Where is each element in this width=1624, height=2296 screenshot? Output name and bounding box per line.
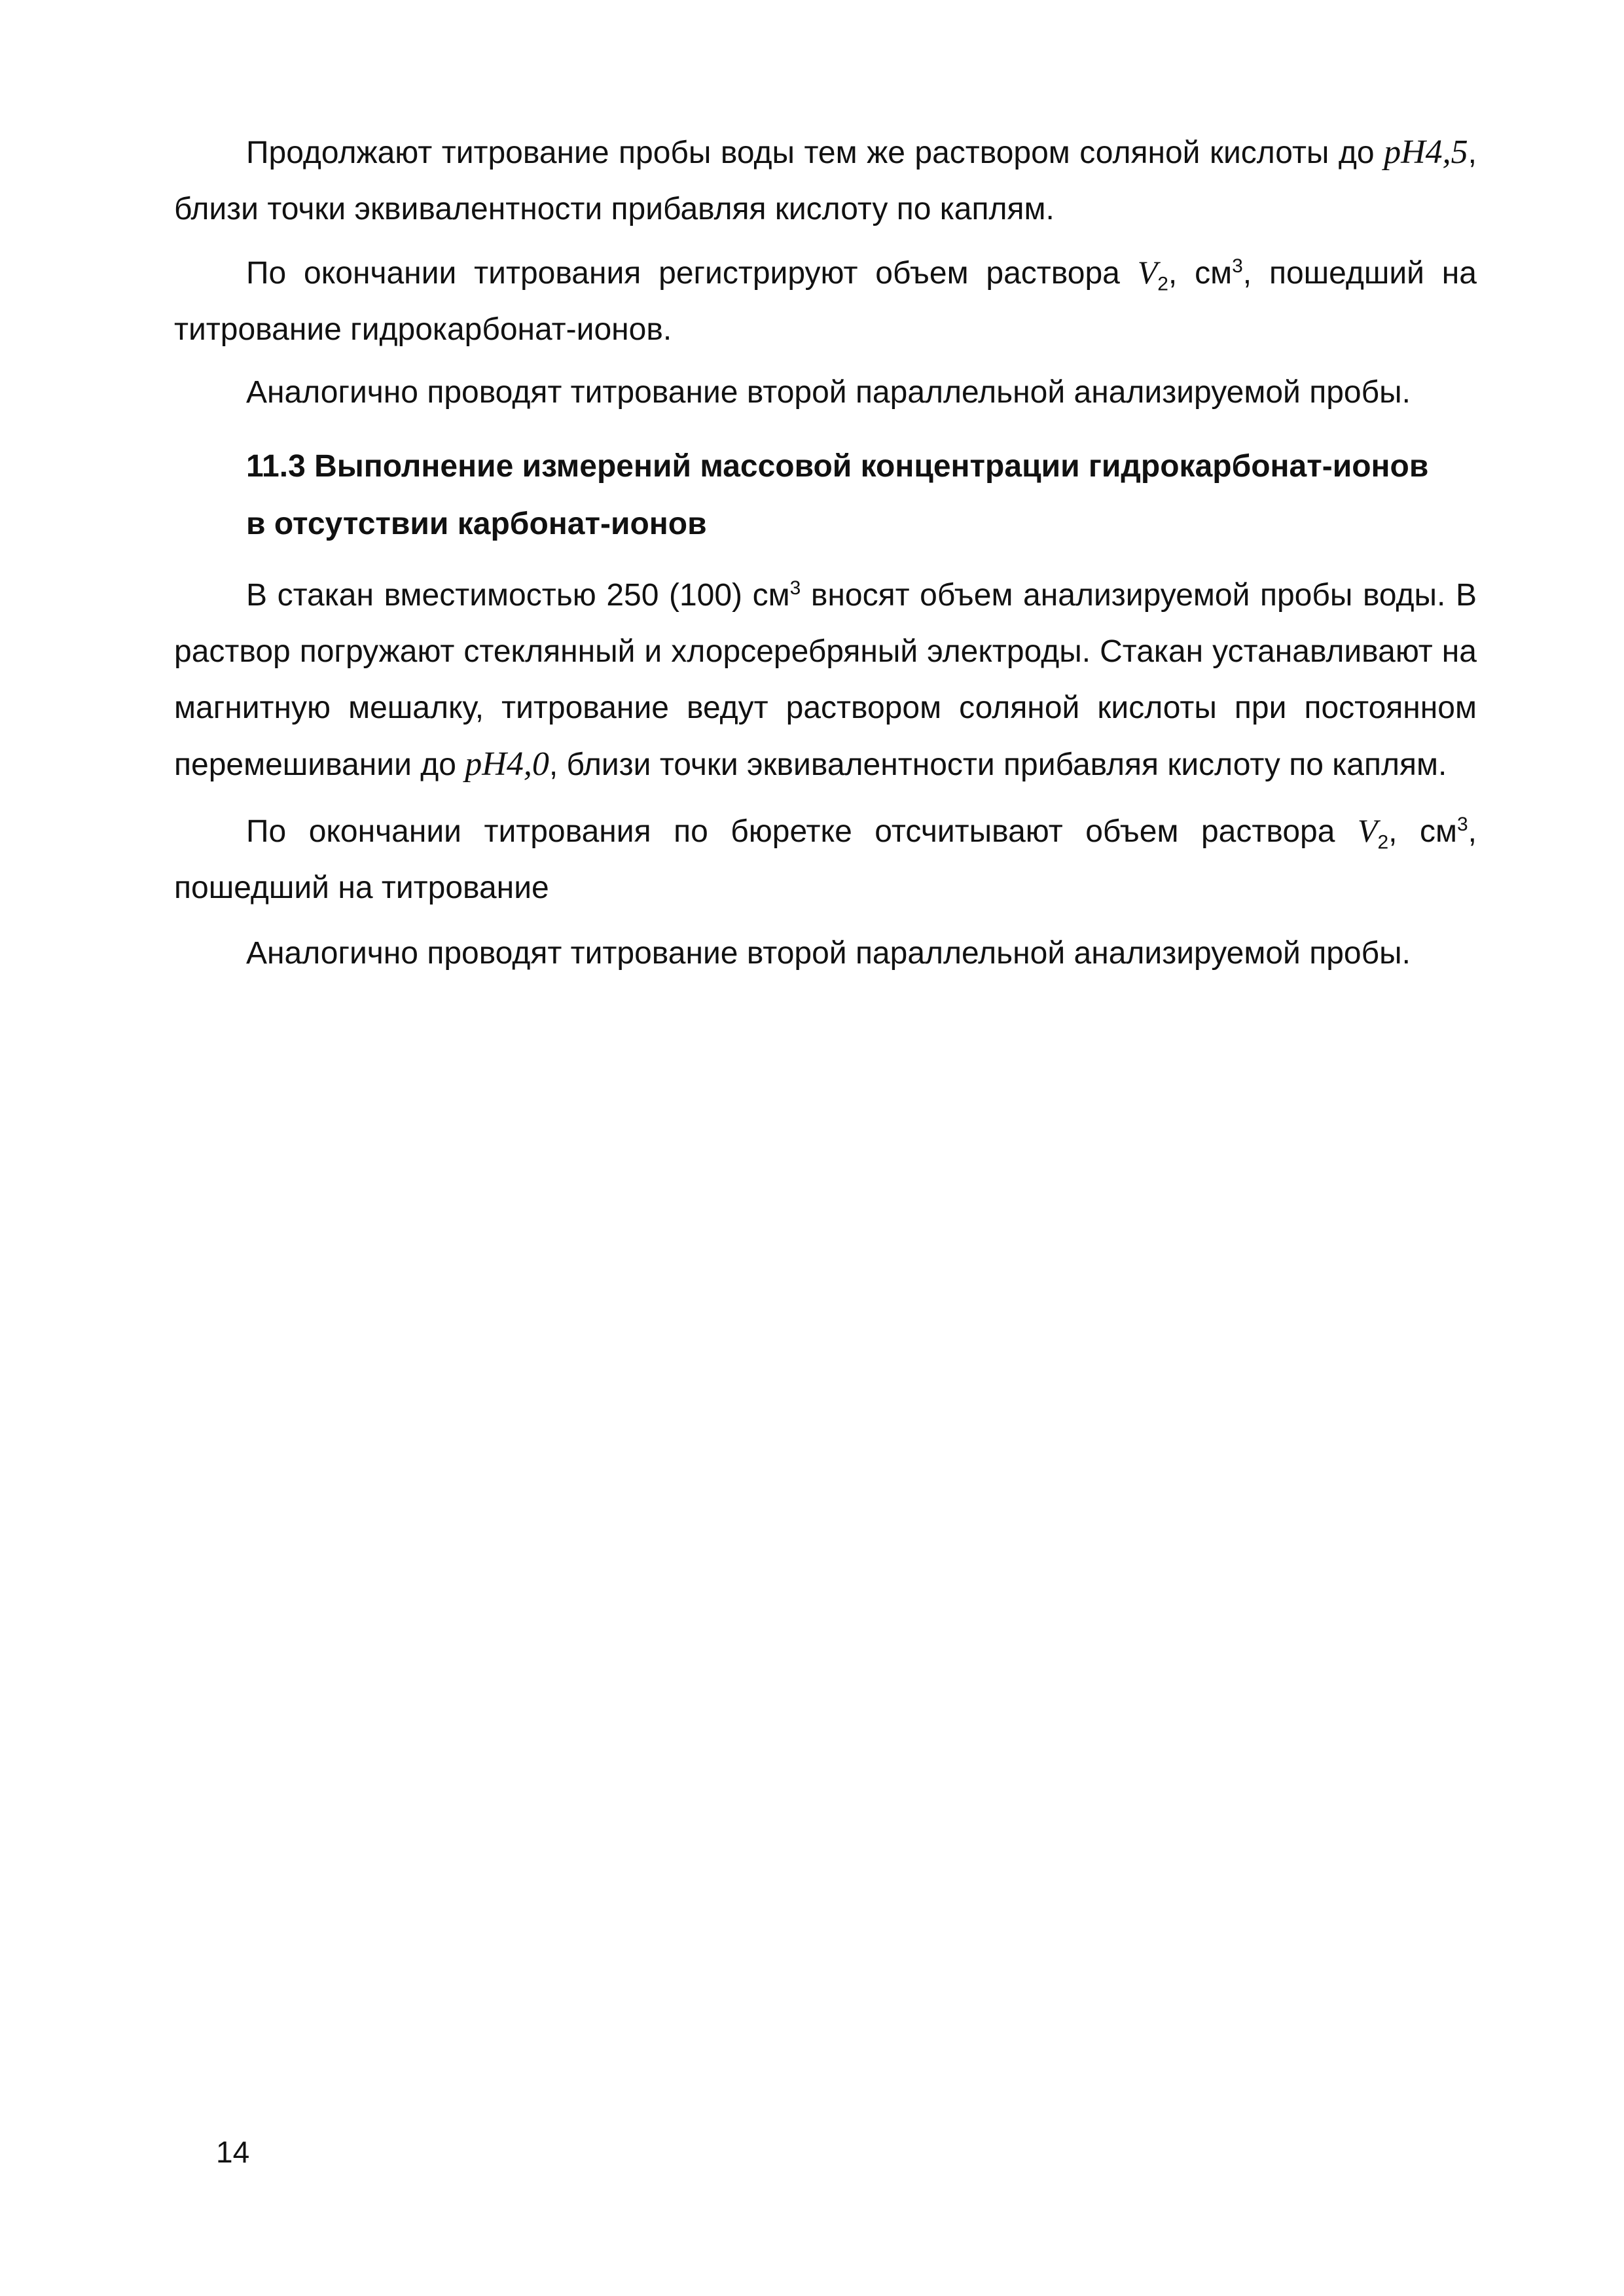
volume-subscript: 2 (1157, 273, 1168, 295)
text-run: , близи точки эквивалентности прибавляя кислоту по каплям. (549, 747, 1447, 782)
volume-variable: V (1137, 254, 1158, 291)
text-run: , см (1168, 256, 1233, 291)
paragraph-continue-titration (174, 124, 1477, 238)
paragraph-register-volume (174, 244, 1477, 358)
text-run: По окончании титрования по бюретке отсчитывают объем раствора (246, 814, 1358, 849)
section-heading (174, 438, 1477, 553)
paragraph-parallel-sample-repeat (174, 925, 1477, 982)
text-run: По окончании титрования регистрируют объем раствора (246, 256, 1138, 291)
paragraph-parallel-sample (174, 365, 1477, 421)
text-run: , пошедший на титрование гидрокарбонат-ионов. (174, 256, 1477, 347)
text-run: вносят объем анализируемой пробы воды. В раствор погружают стеклянный и хлорсеребряный электроды. Стакан устанавливают на магнитную мешалку, титрование ведут раствором соляной кислоты при постоянном перемешивании до (174, 578, 1477, 782)
paragraph-burette-reading (174, 802, 1477, 916)
ph-value: pH4,5 (1384, 134, 1468, 171)
text-run: , близи точки эквивалентности прибавляя кислоту по каплям. (174, 135, 1477, 226)
text-run: В стакан вместимостью 250 (100) см (246, 578, 790, 613)
text-run: Аналогично проводят титрование второй параллельной анализируемой пробы. (246, 375, 1411, 410)
section-heading-line: в отсутствии карбонат-ионов (246, 507, 707, 541)
volume-subscript: 2 (1377, 831, 1389, 853)
text-run: , пошедший на титрование (174, 814, 1477, 905)
text-run: Продолжают титрование пробы воды тем же раствором соляной кислоты до (246, 135, 1384, 170)
page-body (174, 124, 1477, 982)
ph-value: pH4,0 (465, 745, 549, 783)
page-number: 14 (216, 2135, 250, 2169)
volume-variable: V (1357, 812, 1378, 849)
unit-superscript: 3 (789, 577, 801, 599)
text-run: , см (1388, 814, 1457, 849)
paragraph-procedure (174, 567, 1477, 793)
section-heading-line: 11.3 Выполнение измерений массовой концентрации гидрокарбонат-ионов (246, 449, 1429, 484)
unit-superscript: 3 (1232, 255, 1243, 277)
unit-superscript: 3 (1456, 814, 1468, 835)
text-run: Аналогично проводят титрование второй параллельной анализируемой пробы. (246, 936, 1411, 971)
